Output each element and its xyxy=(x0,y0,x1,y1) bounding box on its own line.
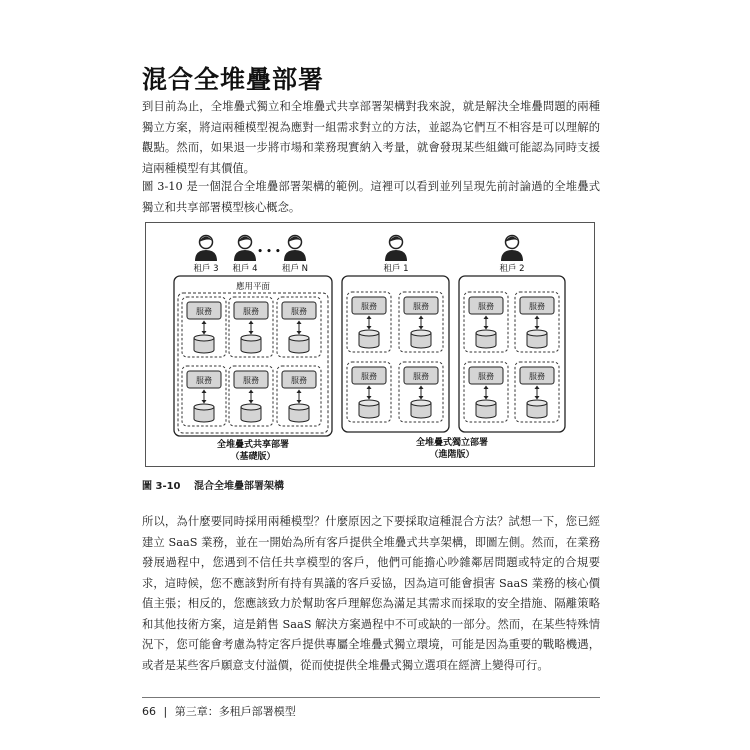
silo-caption-2: （進階版） xyxy=(429,450,475,460)
service-label-0: 服務 xyxy=(196,307,212,316)
service-label-5: 服務 xyxy=(291,376,307,385)
database-top-11 xyxy=(527,400,547,406)
database-top-8 xyxy=(359,400,379,406)
arrow-down-13 xyxy=(535,326,540,330)
paragraph-discussion: 所以，為什麼要同時採用兩種模型？什麼原因之下要採取這種混合方法？試想一下，您已經建立 SaaS 業務，並在一開始為所有客戶提供全堆疊式共享架構，即圖左側。然而，在業務發展過程中，您遇到不信任共享模型的客戶，他們可能擔心吵雜鄰居問題或特定的合規要求，這時候，您不應該對所有持有異議的客戶妥協，因為這可能會損害 SaaS 業務的核心價值主張；相反的，您應該致力於幫助客戶理解您為滿足其需求而採取的安全措施、隔離策略和其他技術方案，這是銷售 SaaS 解決方案過程中不可或缺的一部分。然而，在某些特殊情況下，您可能會考慮為特定客戶提供專屬全堆疊式獨立環境，可能是因為重要的戰略機遇，或者是某些客戶願意支付溢價，從而使提供全堆疊式獨立選項在經濟上變得可行。 xyxy=(142,515,600,672)
chapter-title: 第三章：多租戶部署模型 xyxy=(174,705,296,718)
arrow-up-11 xyxy=(535,386,540,390)
page-number: 66 xyxy=(142,705,156,718)
database-top-0 xyxy=(194,335,214,341)
database-top-9 xyxy=(411,400,431,406)
service-label-4: 服務 xyxy=(243,376,259,385)
service-label-9: 服務 xyxy=(413,372,429,381)
service-label-13: 服務 xyxy=(529,302,545,311)
arrow-up-0 xyxy=(202,321,207,325)
footer-separator: | xyxy=(163,705,168,718)
service-label-6: 服務 xyxy=(361,302,377,311)
tenant-label-silo-0: 租戶 1 xyxy=(383,264,409,274)
tenant-3-icon-body xyxy=(195,250,217,261)
arrow-up-12 xyxy=(484,386,489,390)
service-label-11: 服務 xyxy=(529,372,545,381)
arrow-up-4 xyxy=(249,390,254,394)
silo-caption-1: 全堆疊式獨立部署 xyxy=(415,438,489,448)
service-label-10: 服務 xyxy=(478,302,494,311)
service-label-7: 服務 xyxy=(413,302,429,311)
arrow-up-8 xyxy=(367,386,372,390)
shared-caption-1: 全堆疊式共享部署 xyxy=(216,440,290,450)
arrow-down-4 xyxy=(249,400,254,404)
page-footer xyxy=(142,703,296,719)
database-top-13 xyxy=(527,330,547,336)
tenant-2-icon-body xyxy=(501,250,523,261)
tenant-label-shared-1: 租戶 4 xyxy=(232,264,258,274)
app-plane-label: 應用平面 xyxy=(235,282,271,292)
paragraph-intro: 到目前為止，全堆疊式獨立和全堆疊式共享部署架構對我來說，就是解決全堆疊問題的兩種獨立方案，將這兩種模型視為應對一組需求對立的方法，並認為它們互不相容是可以理解的觀點。然而，如果退一步將市場和業務現實納入考量，就會發現某些組織可能認為同時支援這兩種模型有其價值。 xyxy=(142,100,600,175)
arrow-down-11 xyxy=(535,396,540,400)
arrow-up-7 xyxy=(419,316,424,320)
arrow-down-2 xyxy=(297,331,302,335)
figure-number: 圖 3-10 xyxy=(142,481,181,492)
database-top-6 xyxy=(359,330,379,336)
service-label-1: 服務 xyxy=(243,307,259,316)
arrow-down-12 xyxy=(484,396,489,400)
arrow-down-0 xyxy=(202,331,207,335)
arrow-up-5 xyxy=(297,390,302,394)
footer-rule xyxy=(142,697,600,698)
arrow-up-1 xyxy=(249,321,254,325)
service-label-3: 服務 xyxy=(196,376,212,385)
arrow-down-6 xyxy=(367,326,372,330)
database-top-5 xyxy=(289,404,309,410)
shared-caption-2: （基礎版） xyxy=(230,452,276,462)
arrow-up-2 xyxy=(297,321,302,325)
figure-hybrid-deployment xyxy=(145,222,595,467)
database-top-12 xyxy=(476,400,496,406)
tenant-1-icon-body xyxy=(385,250,407,261)
tenant-4-icon-body xyxy=(234,250,256,261)
arrow-down-3 xyxy=(202,400,207,404)
service-label-12: 服務 xyxy=(478,372,494,381)
tenant-ellipsis: • • • xyxy=(257,247,281,257)
tenant-n-icon-body xyxy=(284,250,306,261)
tenant-label-shared-2: 租戶 N xyxy=(281,264,309,274)
arrow-up-6 xyxy=(367,316,372,320)
arrow-up-9 xyxy=(419,386,424,390)
arrow-down-7 xyxy=(419,326,424,330)
arrow-up-13 xyxy=(535,316,540,320)
service-label-8: 服務 xyxy=(361,372,377,381)
database-top-1 xyxy=(241,335,261,341)
figure-caption xyxy=(142,477,284,492)
database-top-10 xyxy=(476,330,496,336)
database-top-7 xyxy=(411,330,431,336)
architecture-diagram xyxy=(146,223,594,466)
database-top-2 xyxy=(289,335,309,341)
arrow-down-8 xyxy=(367,396,372,400)
database-top-4 xyxy=(241,404,261,410)
arrow-down-9 xyxy=(419,396,424,400)
figure-title: 混合全堆疊部署架構 xyxy=(194,481,284,492)
arrow-down-1 xyxy=(249,331,254,335)
tenant-label-silo-1: 租戶 2 xyxy=(499,264,525,274)
tenant-label-shared-0: 租戶 3 xyxy=(193,264,219,274)
database-top-3 xyxy=(194,404,214,410)
service-label-2: 服務 xyxy=(291,307,307,316)
arrow-up-3 xyxy=(202,390,207,394)
arrow-down-10 xyxy=(484,326,489,330)
section-heading: 混合全堆疊部署 xyxy=(142,65,325,94)
paragraph-figure-ref: 圖 3-10 是一個混合全堆疊部署架構的範例。這裡可以看到並列呈現先前討論過的全堆疊式獨立和共享部署模型核心概念。 xyxy=(142,180,600,214)
arrow-down-5 xyxy=(297,400,302,404)
arrow-up-10 xyxy=(484,316,489,320)
